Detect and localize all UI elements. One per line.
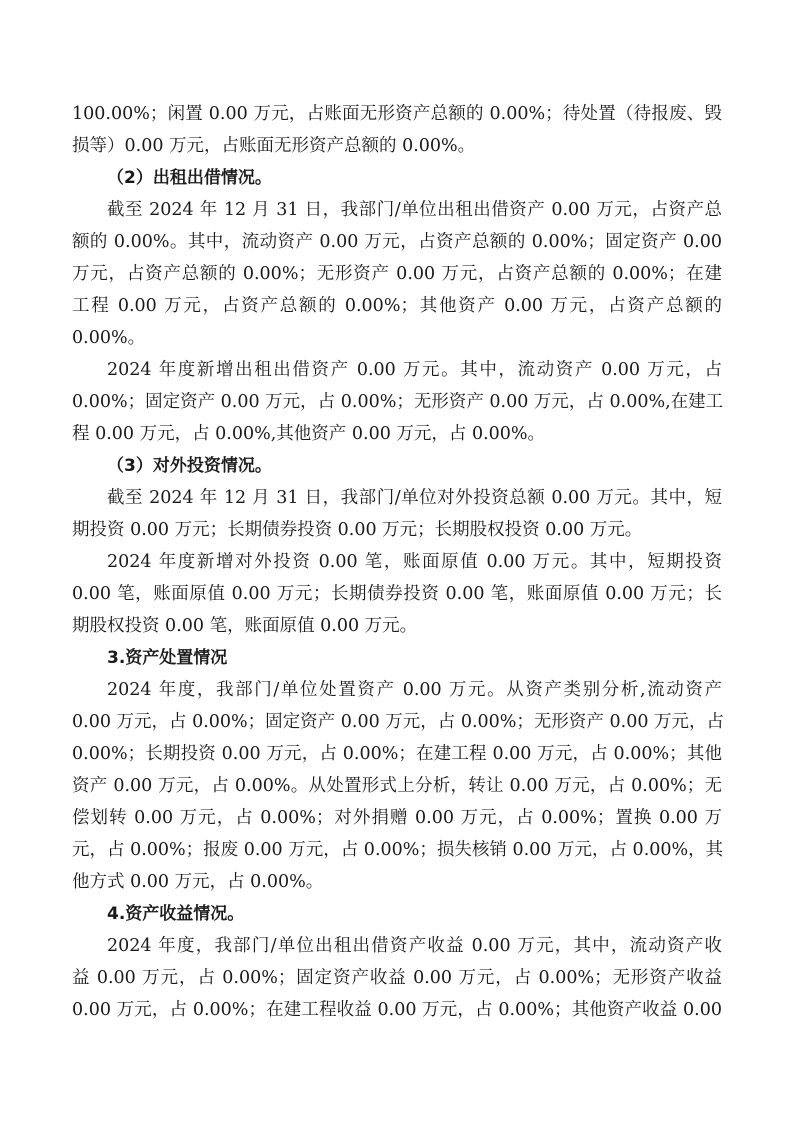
text-line: 损等）0.00 万元，占账面无形资产总额的 0.00%。	[72, 136, 476, 156]
text-line: 元，占 0.00%；报废 0.00 万元，占 0.00%；损失核销 0.00 万元，占 0.00%，其	[72, 840, 724, 860]
text-line: 偿划转 0.00 万元，占 0.00%；对外捐赠 0.00 万元，占 0.00%；置换 0.00 万	[72, 808, 722, 828]
text-line: 期股权投资 0.00 笔，账面原值 0.00 万元。	[72, 616, 418, 636]
paragraph-asset-income	[72, 930, 722, 1026]
heading-lease-loan: （2）出租出借情况。	[107, 168, 272, 188]
text-line: 2024 年度，我部门/单位处置资产 0.00 万元。从资产类别分析,流动资产	[107, 680, 722, 700]
text-line: 期投资 0.00 万元；长期债券投资 0.00 万元；长期股权投资 0.00 万元。	[72, 520, 643, 540]
paragraph-investment-total	[72, 482, 722, 546]
paragraph-lease-new	[72, 354, 722, 450]
paragraph-intangible-continued	[72, 98, 722, 162]
text-line: 0.00%。	[72, 328, 146, 348]
paragraph-lease-total	[72, 194, 722, 354]
text-line: 截至 2024 年 12 月 31 日，我部门/单位对外投资总额 0.00 万元。其中，短	[107, 488, 722, 508]
text-line: 资产 0.00 万元，占 0.00%。从处置形式上分析，转让 0.00 万元，占 0.00%；无	[72, 776, 722, 796]
heading-asset-income: 4.资产收益情况。	[107, 904, 245, 924]
heading-investment: （3）对外投资情况。	[107, 456, 272, 476]
text-line: 0.00 万元，占 0.00%；在建工程收益 0.00 万元，占 0.00%；其他资产收益 0.00	[72, 1000, 722, 1020]
text-line: 2024 年度新增对外投资 0.00 笔，账面原值 0.00 万元。其中，短期投资	[107, 552, 722, 572]
paragraph-investment-new	[72, 546, 722, 642]
text-line: 2024 年度新增出租出借资产 0.00 万元。其中，流动资产 0.00 万元，占	[107, 360, 722, 380]
text-line: 万元，占资产总额的 0.00%；无形资产 0.00 万元，占资产总额的 0.00%；在建	[72, 264, 722, 284]
text-line: 额的 0.00%。其中，流动资产 0.00 万元，占资产总额的 0.00%；固定资产 0.00	[72, 232, 722, 252]
text-line: 2024 年度，我部门/单位出租出借资产收益 0.00 万元，其中，流动资产收	[107, 936, 722, 956]
text-line: 他方式 0.00 万元，占 0.00%。	[72, 872, 324, 892]
text-line: 0.00 万元，占 0.00%；固定资产 0.00 万元，占 0.00%；无形资产 0.00 万元，占	[72, 712, 725, 732]
text-line: 0.00%；长期投资 0.00 万元，占 0.00%；在建工程 0.00 万元，占 0.00%；其他	[72, 744, 722, 764]
text-line: 程 0.00 万元，占 0.00%,其他资产 0.00 万元，占 0.00%。	[72, 424, 546, 444]
text-line: 益 0.00 万元，占 0.00%；固定资产收益 0.00 万元，占 0.00%；无形资产收益	[72, 968, 722, 988]
heading-asset-disposal: 3.资产处置情况	[107, 648, 228, 668]
paragraph-asset-disposal	[72, 674, 725, 898]
text-line: 0.00%；固定资产 0.00 万元，占 0.00%；无形资产 0.00 万元，占 0.00%,在建工	[72, 392, 724, 412]
text-line: 0.00 笔，账面原值 0.00 万元；长期债券投资 0.00 笔，账面原值 0.00 万元；长	[72, 584, 722, 604]
text-line: 100.00%；闲置 0.00 万元，占账面无形资产总额的 0.00%；待处置（待报废、毁	[72, 104, 722, 124]
document-page	[72, 98, 725, 1026]
text-line: 工程 0.00 万元，占资产总额的 0.00%；其他资产 0.00 万元，占资产总额的	[72, 296, 722, 316]
text-line: 截至 2024 年 12 月 31 日，我部门/单位出租出借资产 0.00 万元，占资产总	[107, 200, 722, 220]
